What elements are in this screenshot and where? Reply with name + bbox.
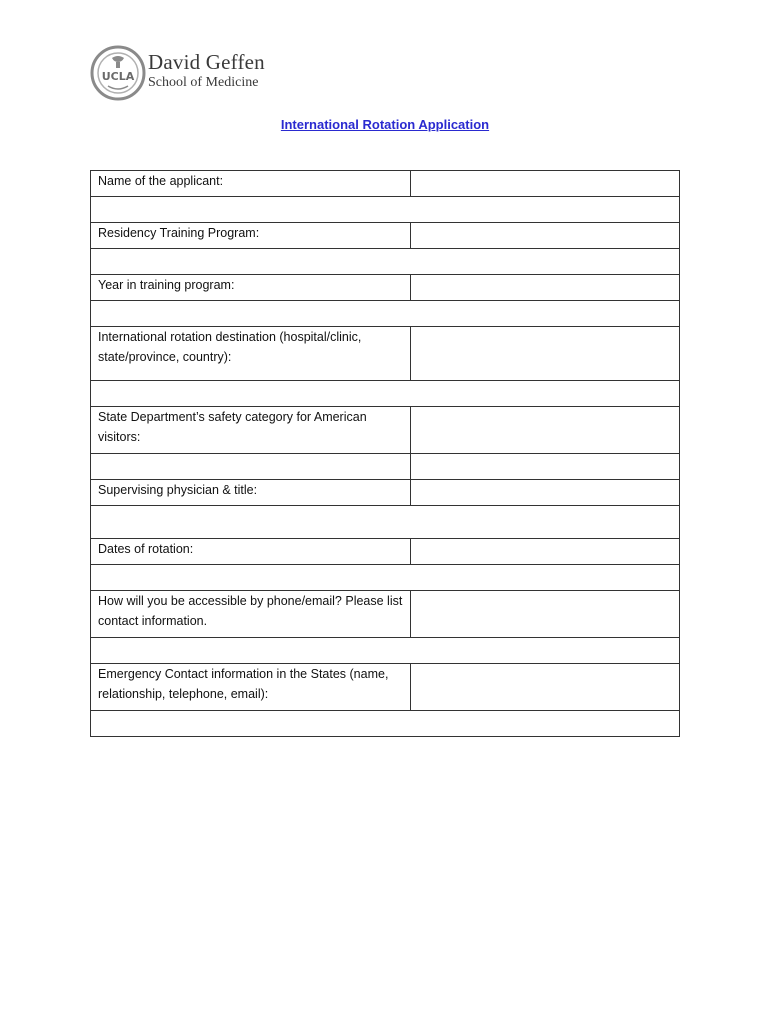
logo-school: School of Medicine — [148, 75, 259, 90]
field-row-rotation-dates — [91, 539, 680, 565]
spacer-row — [91, 506, 680, 539]
spacer-row — [91, 565, 680, 591]
spacer-cell — [91, 711, 680, 737]
spacer-cell — [91, 381, 680, 407]
page-title: International Rotation Application — [280, 117, 490, 132]
field-row-training-year — [91, 275, 680, 301]
spacer-cell — [91, 506, 680, 539]
field-row-rotation-destination — [91, 327, 680, 381]
field-label: Emergency Contact information in the States (name, relationship, telephone, email): — [91, 664, 411, 711]
spacer-cell — [91, 638, 680, 664]
spacer-cell — [91, 197, 680, 223]
applicant-name-field[interactable] — [410, 171, 679, 197]
logo-name: David Geffen — [148, 50, 265, 74]
spacer-row — [91, 711, 680, 737]
field-label: Name of the applicant: — [91, 171, 411, 197]
spacer-row — [91, 197, 680, 223]
field-label: Residency Training Program: — [91, 223, 411, 249]
field-label: Year in training program: — [91, 275, 411, 301]
spacer-row — [91, 638, 680, 664]
field-label: Dates of rotation: — [91, 539, 411, 565]
rotation-destination-field[interactable] — [410, 327, 679, 381]
field-row-residency-program — [91, 223, 680, 249]
spacer-cell — [91, 454, 411, 480]
application-form-table — [90, 170, 680, 737]
spacer-cell — [410, 454, 679, 480]
field-row-contact-info — [91, 591, 680, 638]
school-logo — [90, 44, 290, 104]
field-row-emergency-contact — [91, 664, 680, 711]
training-year-field[interactable] — [410, 275, 679, 301]
spacer-row — [91, 301, 680, 327]
ucla-seal-icon — [90, 44, 146, 102]
supervising-physician-field[interactable] — [410, 480, 679, 506]
residency-program-field[interactable] — [410, 223, 679, 249]
svg-text:UCLA: UCLA — [101, 70, 135, 83]
field-row-safety-category — [91, 407, 680, 454]
spacer-cell — [91, 565, 680, 591]
spacer-row — [91, 249, 680, 275]
emergency-contact-field[interactable] — [410, 664, 679, 711]
spacer-row — [91, 381, 680, 407]
field-row-supervising-physician — [91, 480, 680, 506]
safety-category-field[interactable] — [410, 407, 679, 454]
spacer-row — [91, 454, 680, 480]
contact-info-field[interactable] — [410, 591, 679, 638]
rotation-dates-field[interactable] — [410, 539, 679, 565]
field-label: Supervising physician & title: — [91, 480, 411, 506]
field-label: How will you be accessible by phone/email? Please list contact information. — [91, 591, 411, 638]
field-label: State Department’s safety category for American visitors: — [91, 407, 411, 454]
spacer-cell — [91, 249, 680, 275]
field-row-applicant-name — [91, 171, 680, 197]
spacer-cell — [91, 301, 680, 327]
field-label: International rotation destination (hospital/clinic, state/province, country): — [91, 327, 411, 381]
